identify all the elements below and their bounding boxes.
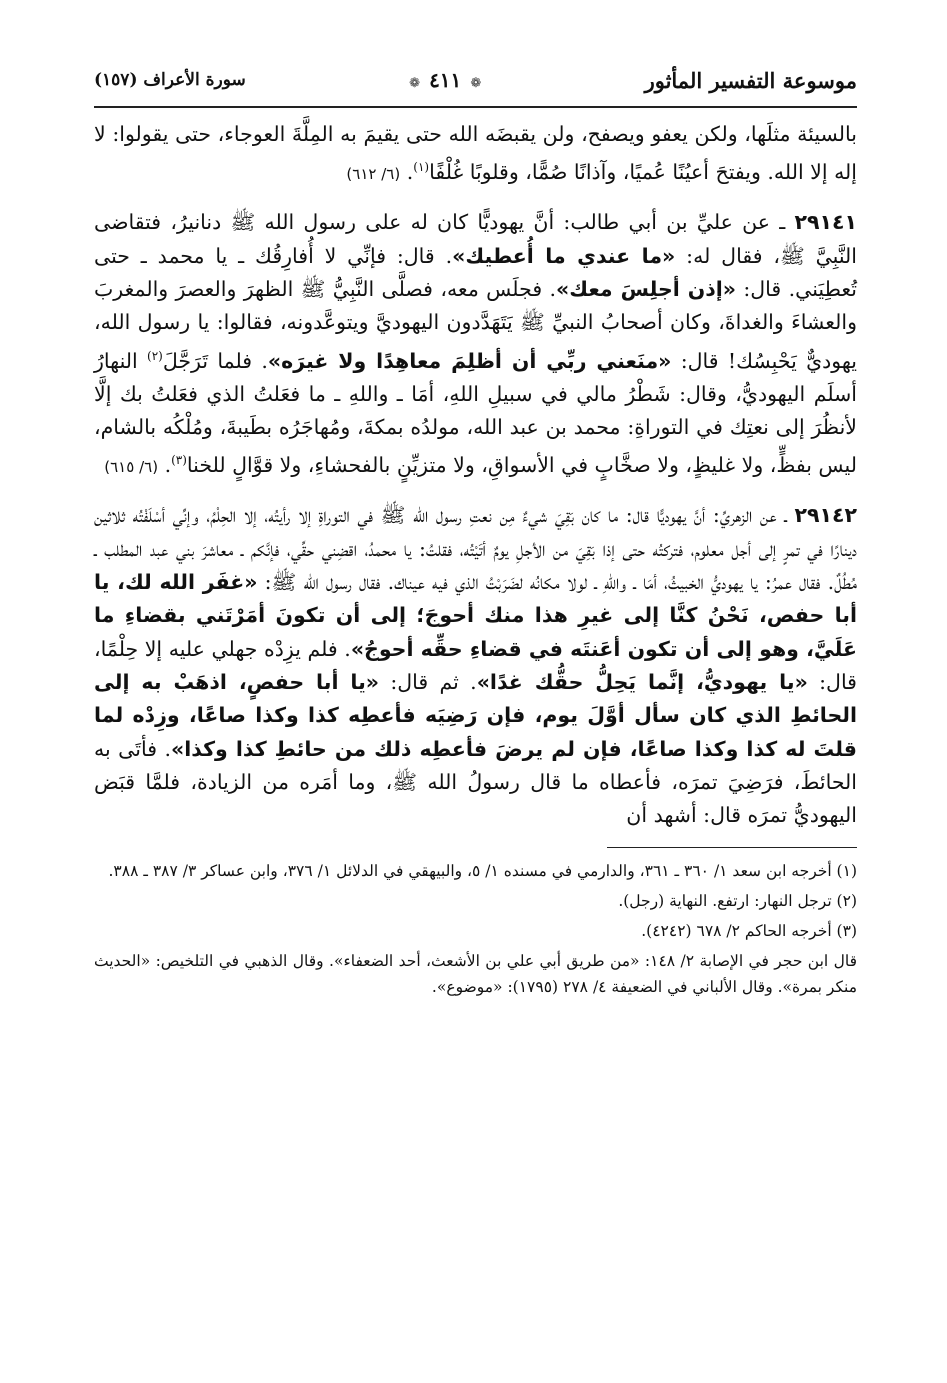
hadith-quote: «إذن أجلِسَ معك» <box>556 277 737 302</box>
footnote-separator <box>607 847 857 848</box>
footnote: (٣) أخرجه الحاكم ٢/ ٦٧٨ (٤٢٤٢). <box>641 922 857 941</box>
page-header <box>94 60 857 108</box>
ayah-number: (١٥٧) <box>94 70 138 90</box>
text-run: . <box>158 453 172 478</box>
volume-page-ref: (٦/ ٦١٥) <box>104 458 159 477</box>
ornament-icon: ❁ <box>409 76 420 91</box>
page-number: ٤١١ <box>429 68 462 92</box>
text-run: النهارُ أسلَم اليهوديُّ، وقال: شَطْرُ مالي في سبيلِ اللهِ، أمَا ـ واللهِ ـ ما فعَلتُ الذي فعَلتُ بك إلَّا لأنظُرَ إلى نعتِك في التوراةِ: محمد بن عبد الله، مولدُه بمكةَ، ومُهاجَرُه بطَيبةَ، ومُلْكُه بالشام، ليس بفظٍّ، ولا غليظٍ، ولا صخَّابٍ في الأسواقِ، ولا متزيِّنٍ بالفحشاءِ، ولا قوَّالٍ للخنا <box>94 348 857 478</box>
footnote: (١) أخرجه ابن سعد ١/ ٣٦٠ ـ ٣٦١، والدارمي في مسنده ١/ ٥، والبيهقي في الدلائل ١/ ٣٧٦، وابن عساكر ٣/ ٣٨٧ ـ ٣٨٨. <box>108 862 857 881</box>
paragraph <box>94 499 857 832</box>
footnote-marker: (٣) <box>171 453 187 468</box>
text-run: بالسيئة مثلَها، ولكن يعفو ويصفح، ولن يقبضَه الله حتى يقيمَ به المِلَّةَ العوجاء، حتى يقولوا: لا إله إلا الله. ويفتحَ أعيُنًا عُميًا، وآذانًا صُمًّا، وقلوبًا غُلْفًا <box>94 122 857 185</box>
hadith-quote: «غفَر الله لك، يا أبا حفص، نَحْنُ كنَّا إلى غيرِ هذا منك أحوجَ؛ إلى أن تكونَ أمَرْتَني بقضاءِ ما عَلَيَّ، وهو إلى أن تكون أعَنتَه في قضاءِ حقِّه أحوجُ» <box>94 570 857 661</box>
footnote-marker: (٢) <box>147 348 163 363</box>
hadith-quote: «يا أبا حفصٍ، اذهَبْ به إلى الحائطِ الذي كان سأل أوَّلَ يوم، فإن رَضِيَه فأعطِه كذا وكذا صاعًا، وزِدْه لما قلتَ له كذا وكذا صاعًا، فإن لم يرضَ فأعطِه ذلك من حائطِ كذا وكذا» <box>94 669 857 761</box>
text-run: . فأتَى به الحائطَ، فرَضِيَ تمرَه، فأعطاه ما قال رسولُ الله ﷺ، وما أمَره من الزيادة، فلمَّا قبَض اليهوديُّ تمرَه قال: أشهد أن <box>94 736 857 828</box>
volume-page-ref: (٦/ ٦١٢) <box>346 165 401 184</box>
hadith-quote: «منَعني ربِّي أن أظلِمَ معاهِدًا ولا غيرَه» <box>267 348 672 373</box>
main-text <box>94 118 857 832</box>
text-run: . ثم قال: <box>379 669 477 694</box>
footnote-marker: (١) <box>413 160 430 175</box>
footnotes <box>94 858 857 1000</box>
hadith-quote: «ما عندي ما أُعطيك» <box>452 243 676 268</box>
narration-number: ٢٩١٤١ <box>794 210 857 235</box>
sura-label <box>94 70 246 90</box>
book-title: موسوعة التفسير المأثور <box>644 67 857 93</box>
footnote: قال ابن حجر في الإصابة ٢/ ١٤٨: «من طريق أبي علي بن الأشعث، أحد الضعفاء». وقال الذهبي في التلخيص: «الحديث منكر بمرة». وقال الألباني في الضعيفة ٤/ ٢٧٨ (١٧٩٥): «موضوع». <box>94 952 857 997</box>
text-run: . فلم يزِدْه جهلي عليه إلا حِلْمًا، قال: <box>94 636 857 694</box>
page-number-block <box>405 68 485 92</box>
paragraph <box>94 206 857 484</box>
text-run: . <box>400 160 414 185</box>
sura-name: سورة الأعراف <box>143 70 246 90</box>
hadith-quote: «يا يهوديُّ، إنَّما يَحِلُّ حقُّك غدًا» <box>476 669 808 694</box>
text-run: ـ عن عليِّ بن أبي طالب: أنَّ يهوديًّا كان له على رسول الله ﷺ دنانيرُ، فتقاضى النَّبِيَّ ﷺ، فقال له: <box>94 210 857 268</box>
text-run: . قال: فإنِّي لا أُفارِقُك ـ يا محمد ـ حتى تُعطِيَني. قال: <box>94 243 857 302</box>
narration-number: ٢٩١٤٢ <box>794 503 857 528</box>
ornament-icon: ❁ <box>470 76 482 91</box>
text-run: . فجلَس معه، فصلَّى النَّبِيُّ ﷺ الظهرَ والعصرَ والمغربَ والعشاءَ والغداةَ، وكان أصحابُ النبيِّ ﷺ يَتَهَدَّدون اليهوديَّ ويتوعَّدونه، فقالوا: يا رسول الله، يهوديٌّ يَحْبِسُك! قال: <box>94 277 858 373</box>
footnote: (٢) ترجل النهار: ارتفع. النهاية (رجل). <box>618 892 857 911</box>
text-run: . فلما تَرَجَّلَ <box>162 348 268 373</box>
text-run: ـ عن الزهريِّ: أنَّ يهوديًّا قال: ما كان بَقِيَ شيءٌ مِن نعتِ رسول الله ﷺ في التوراةِ إلا رأيتُه، إلا الحِلْمُ، وإنِّي أسْلَفْتُه ثلاثين دينارًا في تمرٍ إلى أجل معلوم، فتركتُه حتى إذا بَقِيَ من الأجلِ يومٌ أتَيْتُه، فقلتُ: يا محمدُ، اقضِني حقِّي، فإنَّكم ـ معاشرَ بني عبد المطلب ـ مُطُلٌ. فقال عمرُ: يا يهوديُّ الخبيثُ، أمَا ـ واللهِ ـ لولا مكانُه لضَرَبْتُ الذي فيه عيناك. فقال رسول الله ﷺ: <box>94 503 857 595</box>
paragraph <box>94 118 857 191</box>
